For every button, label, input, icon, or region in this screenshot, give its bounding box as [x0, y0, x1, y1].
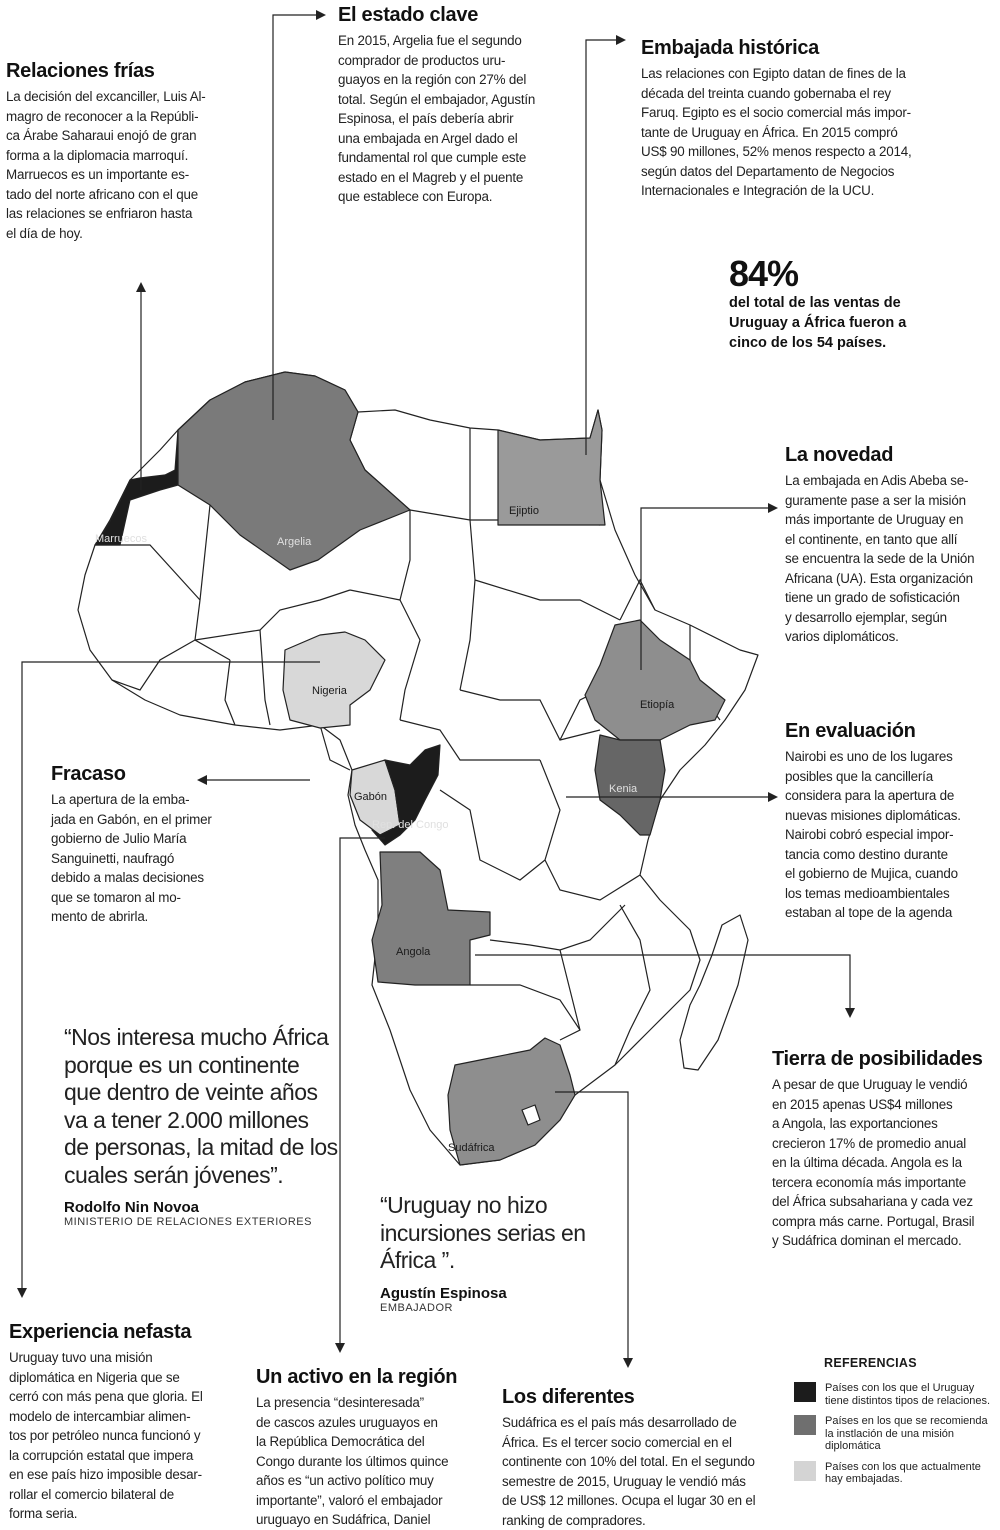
heading: En evaluación — [785, 720, 916, 742]
legend-item — [794, 1382, 994, 1407]
label-gabon: Gabón — [354, 791, 388, 803]
label-egypt: Ejiptio — [509, 505, 539, 517]
quote-author: Rodolfo Nin Novoa — [64, 1199, 199, 1216]
block-fracaso — [51, 763, 231, 927]
body: A pesar de que Uruguay le vendió en 2015 apenas US$4 millones a Angola, las exportanciones crecieron 17% de promedio anual en la última década. Angola es la tercera economía más importante del África subsahariana y cada vez compra más carne. Portugal, Brasil y Sudáfrica dominan el mercado. — [772, 1077, 975, 1248]
quote-author: Agustín Espinosa — [380, 1284, 507, 1302]
legend-swatch-gray — [794, 1415, 816, 1435]
label-congo: Rep. del Congo — [372, 819, 449, 831]
quote-espinosa — [380, 1192, 600, 1314]
body: Sudáfrica es el país más desarrollado de África. Es el tercer socio comercial en el continente con 10% del total. En el segundo semestre de 2015, Uruguay le vendió más de US$ 12 millones. Ocupa el lugar 30 en el ranking de compradores. — [502, 1415, 756, 1528]
block-los-diferentes — [502, 1386, 762, 1530]
block-embajada-historica — [641, 37, 961, 201]
body: Nairobi es uno de los lugares posibles que la cancillería considera para la apertura de nuevas misiones diplomáticas. Nairobi cobró especial impor- tancia como destino durante el gobierno de Mujica, cuando los temas medioambientales estaban al tope de la agenda — [785, 749, 961, 920]
block-relaciones-frias — [6, 60, 216, 243]
label-ethiopia: Etiopía — [640, 699, 675, 711]
body: La presencia “desinteresada” de cascos azules uruguayos en la República Democrática del Congo durante los últimos quince años es “un activo político muy importante”, valoró el embajador uruguayo en Sudáfrica, Daniel — [256, 1395, 449, 1527]
body: La decisión del excanciller, Luis Al- magro de reconocer a la Repúbli- ca Árabe Saharaui enojó de gran forma a la diplomacia marroquí. Marruecos es un importante es- tado del norte africano con el que las relaciones se enfriaron hasta el día de hoy. — [6, 89, 206, 241]
quote-role: EMBAJADOR — [380, 1301, 453, 1314]
legend-item — [794, 1415, 994, 1453]
body: Uruguay tuvo una misión diplomática en Nigeria que se cerró con más pena que gloria. El modelo de intercambiar alimen- tos por petróleo nunca funcionó y la corrupción estatal que impera en ese país hizo imposible desar- rollar el comercio bilateral de forma seria. — [9, 1350, 203, 1521]
heading: Un activo en la región — [256, 1366, 458, 1388]
block-tierra-posibilidades — [772, 1048, 997, 1251]
stat-value: 84% — [729, 253, 799, 294]
heading: Experiencia nefasta — [9, 1321, 192, 1343]
legend-item — [794, 1461, 994, 1486]
block-estado-clave — [338, 4, 568, 207]
heading: Fracaso — [51, 763, 126, 785]
block-en-evaluacion — [785, 720, 995, 923]
legend-swatch-black — [794, 1382, 816, 1402]
quote-nin-novoa — [64, 1024, 364, 1228]
block-la-novedad — [785, 444, 995, 647]
legend-text: Países con los que actualmente hay embajadas. — [825, 1460, 981, 1485]
label-south-africa: Sudáfrica — [448, 1142, 495, 1154]
block-activo-region — [256, 1366, 476, 1530]
heading: Relaciones frías — [6, 60, 155, 82]
heading: El estado clave — [338, 4, 479, 26]
heading: Embajada histórica — [641, 37, 819, 59]
legend — [794, 1356, 994, 1494]
quote-role: MINISTERIO DE RELACIONES EXTERIORES — [64, 1216, 312, 1228]
body: La embajada en Adis Abeba se- guramente pase a ser la misión más importante de Uruguay en el continente, en tanto que allí se encuentra la sede de la Unión Africana (UA). Esta organización tiene un grado de sofisticación y desarrollo ejemplar, según varios diplomáticos. — [785, 473, 975, 644]
quote-text: “Nos interesa mucho África porque es un continente que dentro de veinte años va a tener 2.000 millones de personas, la mitad de los cuales serán jóvenes”. — [64, 1024, 338, 1188]
heading: Tierra de posibilidades — [772, 1048, 983, 1070]
legend-title: REFERENCIAS — [824, 1356, 917, 1370]
legend-swatch-light — [794, 1461, 816, 1481]
body: Las relaciones con Egipto datan de fines de la década del treinta cuando gobernaba el rey Faruq. Egipto es el socio comercial más impor- tante de Uruguay en África. En 2015 compró US$ 90 millones, 52% menos respecto a 2014, según datos del Departamento de Negocios Internacionales e Integración de la UCU. — [641, 66, 912, 198]
body: La apertura de la emba- jada en Gabón, en el primer gobierno de Julio María Sanguinetti, naufragó debido a malas decisiones que se tomaron al mo- mento de abrirla. — [51, 792, 212, 924]
stat-description: del total de las ventas de Uruguay a África fueron a cinco de los 54 países. — [729, 295, 907, 351]
heading: Los diferentes — [502, 1386, 635, 1408]
body: En 2015, Argelia fue el segundo comprador de productos uru- guayos en la región con 27% del total. Según el embajador, Agustín Espinosa, el país debería abrir una embajada en Argel dado el fundamental rol que cumple este estado en el Magreb y el puente que establece con Europa. — [338, 33, 536, 204]
quote-text: “Uruguay no hizo incursiones serias en África ”. — [380, 1192, 586, 1273]
legend-text: Países en los que se recomienda la instlación de una misión diplomática — [825, 1415, 988, 1452]
legend-text: Países con los que el Uruguay tiene distintos tipos de relaciones. — [825, 1382, 991, 1407]
label-algeria: Argelia — [277, 536, 312, 548]
block-experiencia-nefasta — [9, 1321, 229, 1524]
label-nigeria: Nigeria — [312, 685, 347, 697]
heading: La novedad — [785, 444, 894, 466]
label-morocco: Marruecos — [95, 533, 147, 545]
label-angola: Angola — [396, 946, 431, 958]
label-kenya: Kenia — [609, 783, 638, 795]
stat-84-percent — [729, 255, 969, 353]
